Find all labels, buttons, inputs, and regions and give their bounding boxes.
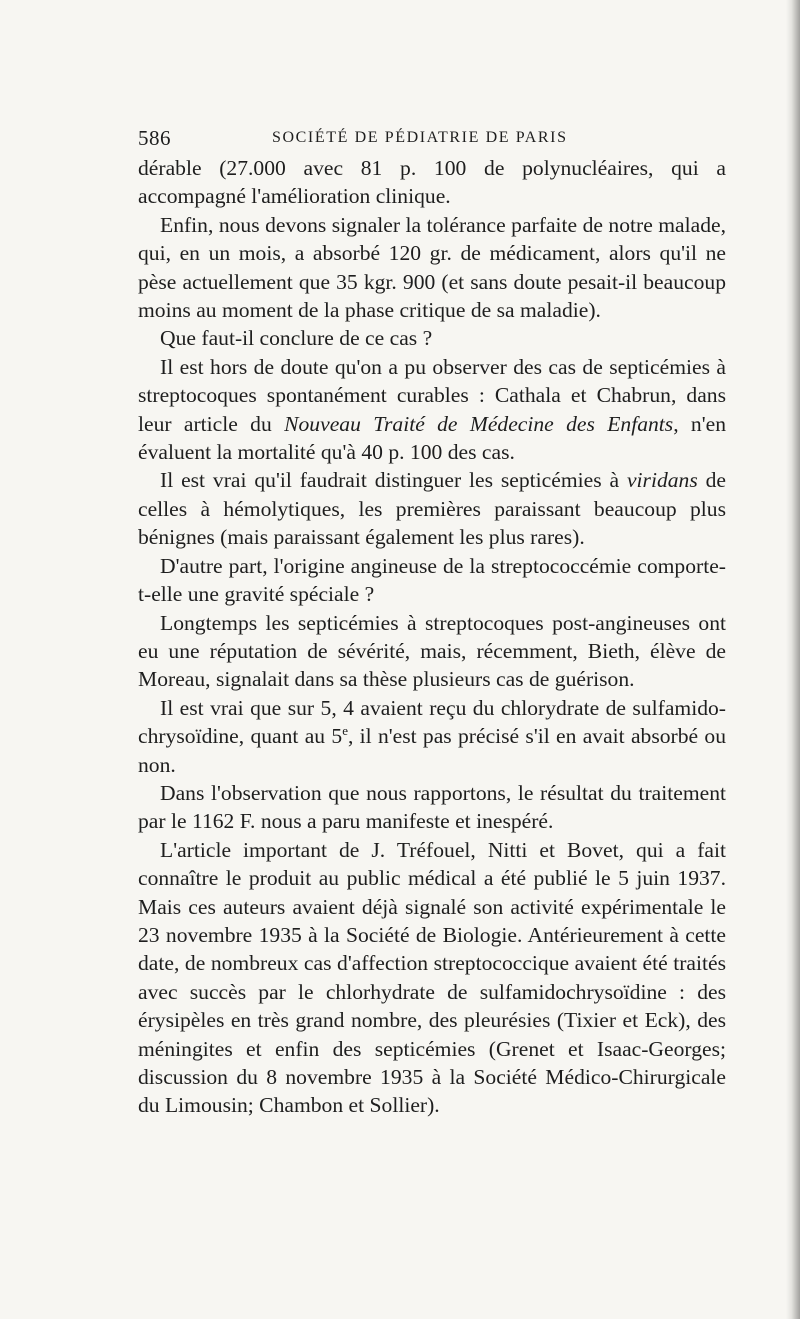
body-text xyxy=(138,154,726,1120)
paragraph-tolerance: Enfin, nous devons signaler la tolérance parfaite de notre malade, qui, en un mois, a absorbé 120 gr. de médicament, alors qu'il ne pèse actuellement que 35 kgr. 900 (et sans doute pesait-il beaucoup moins au moment de la phase critique de sa maladie). xyxy=(138,212,726,323)
paragraph-continuation: dérable (27.000 avec 81 p. 100 de polynucléaires, qui a accompagné l'amélioration clinique. xyxy=(138,156,726,209)
page-header xyxy=(138,126,738,156)
paragraph-viridans: Il est vrai qu'il faudrait distinguer les septicémies à viridans de celles à hémolytiques, les premières paraissant beaucoup plus bénignes (mais paraissant également les plus rares). xyxy=(138,468,726,550)
running-head: SOCIÉTÉ DE PÉDIATRIE DE PARIS xyxy=(272,129,568,146)
paragraph-angina-origin: D'autre part, l'origine angineuse de la streptococcémie comporte-t-elle une gravité spéciale ? xyxy=(138,553,726,607)
page-edge-shadow xyxy=(786,0,800,1319)
paragraph-post-angina: Longtemps les septicémies à streptocoques post-angineuses ont eu une réputation de sévérité, mais, récemment, Bieth, élève de Moreau, signalait dans sa thèse plusieurs cas de guérison. xyxy=(138,610,726,692)
term-viridans: viridans xyxy=(626,468,698,493)
paragraph-question: Que faut-il conclure de ce cas ? xyxy=(160,326,433,351)
page-number: 586 xyxy=(138,126,171,150)
superscript-e: e xyxy=(342,723,348,739)
paragraph-curable-cases: Il est hors de doute qu'on a pu observer des cas de septicémies à streptocoques spontanément curables : Cathala et Chabrun, dans leur article du Nouveau Traité de Médecine des Enfants, n'en évaluent la mortalité qu'à 40 p. 100 des cas. xyxy=(138,354,727,465)
journal-title: Nouveau Traité de Médecine des Enfants xyxy=(284,411,674,436)
paragraph-sulfamido: Il est vrai que sur 5, 4 avaient reçu du chlorydrate de sulfamido-chrysoïdine, quant au 5e, il n'est pas précisé s'il en avait absorbé ou non. xyxy=(138,695,726,777)
paragraph-observation: Dans l'observation que nous rapportons, le résultat du traitement par le 1162 F. nous a paru manifeste et inespéré. xyxy=(138,780,726,834)
paragraph-article: L'article important de J. Tréfouel, Nitti et Bovet, qui a fait connaître le produit au public médical a été publié le 5 juin 1937. Mais ces auteurs avaient déjà signalé son activité expérimentale le 23 novembre 1935 à la Société de Biologie. Antérieurement à cette date, de nombreux cas d'affection streptococcique avaient été traités avec succès par le chlorhydrate de sulfamidochrysoïdine : des érysipèles en très grand nombre, des pleurésies (Tixier et Eck), des méningites et enfin des septicémies (Grenet et Isaac-Georges; discussion du 8 novembre 1935 à la Société Médico-Chirurgicale du Limousin; Chambon et Sollier). xyxy=(138,837,726,1118)
